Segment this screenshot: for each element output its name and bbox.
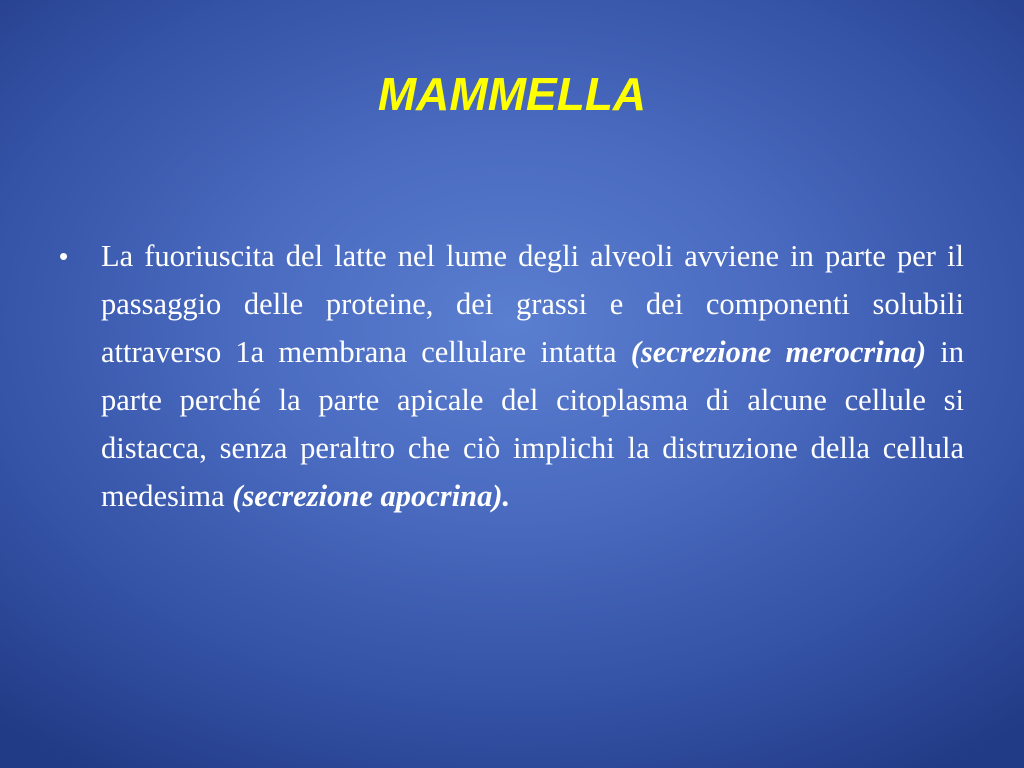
body-emphasis-apocrina: (secrezione apocrina). bbox=[232, 479, 511, 513]
body-text-part1: La fuoriuscita del latte nel lume degli alveoli avviene in parte per il passaggio delle proteine, dei grassi e dei componenti solubili attraverso 1a membrana cellulare intatta bbox=[101, 239, 964, 369]
bullet-icon: • bbox=[59, 241, 69, 271]
body-text-part2: in parte perché la parte apicale del citoplasma di alcune cellule si distacca, senza peraltro che ciò implichi la distruzione della cellula medesima bbox=[101, 335, 964, 513]
body-emphasis-merocrina: (secrezione merocrina) bbox=[630, 335, 927, 369]
slide-title: MAMMELLA bbox=[377, 68, 647, 120]
bullet-item bbox=[59, 232, 964, 520]
